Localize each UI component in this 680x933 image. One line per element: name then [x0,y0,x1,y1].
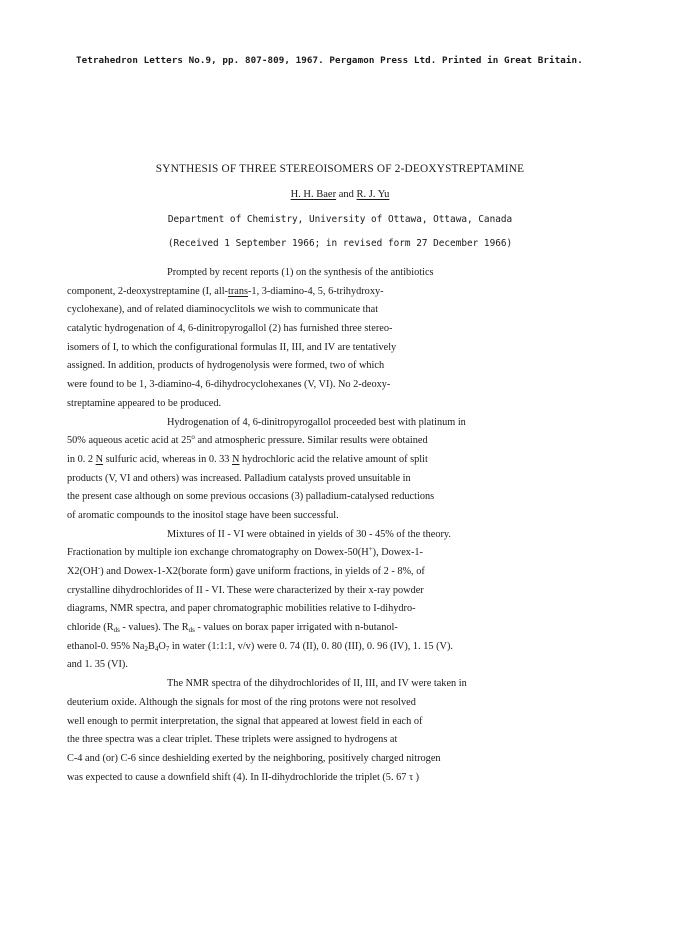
text-line: the three spectra was a clear triplet. These triplets were assigned to hydrogens at [67,734,398,746]
text-line: of aromatic compounds to the inositol stage have been successful. [67,509,339,521]
received-date: (Received 1 September 1966; in revised form 27 December 1966) [167,238,513,249]
normality-n: N [232,453,240,465]
text-line: streptamine appeared to be produced. [67,397,222,409]
text-line: Hydrogenation of 4, 6-dinitropyrogallol proceeded best with platinum in [167,416,466,428]
text-line: Mixtures of II - VI were obtained in yields of 30 - 45% of the theory. [167,528,451,540]
paragraph-2 [67,414,615,526]
journal-header: Tetrahedron Letters No.9, pp. 807-809, 1967. Pergamon Press Ltd. Printed in Great Britain. [76,55,583,66]
text-line: Fractionation by multiple ion exchange chromatography on Dowex-50(H+), Dowex-1- [67,545,423,559]
normality-n: N [95,453,104,465]
text-line: C-4 and (or) C-6 since deshielding exerted by the neighboring, positively charged nitrogen [67,752,441,764]
text-line: catalytic hydrogenation of 4, 6-dinitropyrogallol (2) has furnished three stereo- [67,323,393,335]
article-title: SYNTHESIS OF THREE STEREOISOMERS OF 2-DEOXYSTREPTAMINE [155,163,525,175]
author-baer: H. H. Baer [290,189,337,200]
text-line: in 0. 2 N sulfuric acid, whereas in 0. 33 N hydrochloric acid the relative amount of split [67,453,428,465]
text-line: products (V, VI and others) was increased. Palladium catalysts proved unsuitable in [67,472,411,484]
text-line: well enough to permit interpretation, the signal that appeared at lowest field in each of [67,715,423,727]
text-line: and 1. 35 (VI). [67,659,128,671]
text-line: isomers of I, to which the configurational formulas II, III, and IV are tentatively [67,341,397,353]
text-line: ethanol-0. 95% $Na_2B_4O_7$ in water (1:1:1, v/v) were 0. 74 (II), 0. 80 (III), 0. 96 (IV), 1. 15 (V). [67,640,453,653]
author-and: and [336,189,357,200]
text-line: X2(OH-) and Dowex-1-X2(borate form) gave uniform fractions, in yields of 2 - 8%, of [67,564,425,577]
text-line: cyclohexane), and of related diaminocyclitols we wish to communicate that [67,304,379,316]
italic-trans: trans [227,285,248,297]
text-line: was expected to cause a downfield shift (4). In II-dihydrochloride the triplet (5. 67 τ ) [67,771,420,783]
text-line: Prompted by recent reports (1) on the synthesis of the antibiotics [167,267,434,278]
text-line: crystalline dihydrochlorides of II - VI. These were characterized by their x-ray powder [67,584,424,596]
text-line: The NMR spectra of the dihydrochlorides of II, III, and IV were taken in [167,678,467,690]
authors [0,189,680,200]
affiliation: Department of Chemistry, University of Ottawa, Ottawa, Canada [167,214,513,225]
text-line: component, 2-deoxystreptamine (I, all-trans-1, 3-diamino-4, 5, 6-trihydroxy- [67,285,384,297]
text-line: the present case although on some previous occasions (3) palladium-catalysed reductions [67,491,435,503]
text-line: chloride ($R_{ds}$ - values). The $R_{ds}$ - values on borax paper irrigated with n-butanol- [67,622,398,635]
text-line: assigned. In addition, products of hydrogenolysis were formed, two of which [67,360,385,372]
paragraph-3 [67,526,615,676]
degree-superscript: o [191,433,195,442]
text-line: deuterium oxide. Although the signals for most of the ring protons were not resolved [67,696,416,708]
text-line: were found to be 1, 3-diamino-4, 6-dihydrocyclohexanes (V, VI). No 2-deoxy- [67,379,391,391]
text-line: diagrams, NMR spectra, and paper chromatographic mobilities relative to I-dihydro- [67,603,416,615]
paragraph-4 [67,675,615,787]
author-yu: R. J. Yu [356,189,390,200]
text-line: 50% aqueous acetic acid at 25$^o$ and atmospheric pressure. Similar results were obtained [67,433,428,447]
paragraph-1 [67,264,615,414]
article-body [67,264,615,787]
